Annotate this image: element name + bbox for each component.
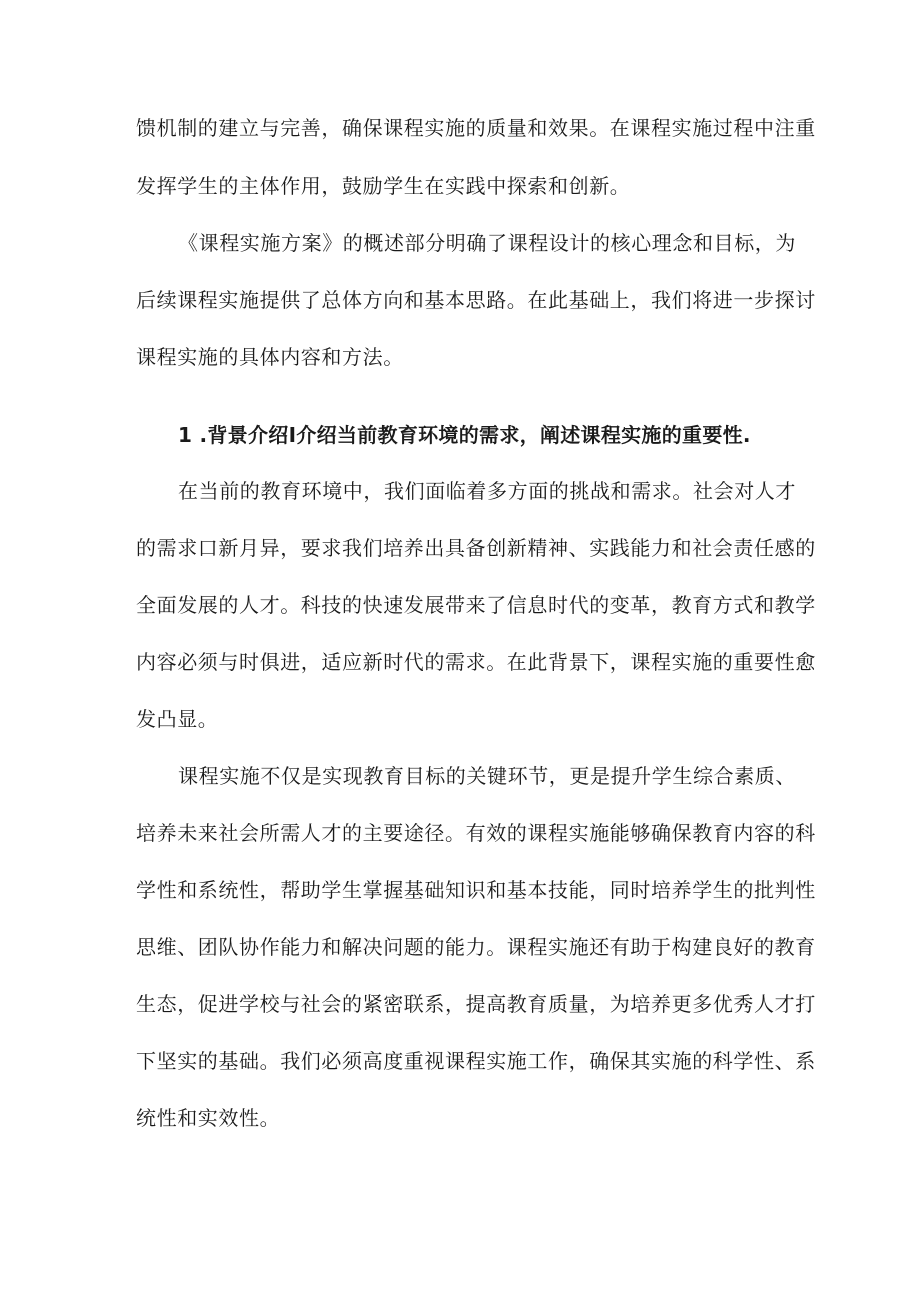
paragraph-line: 在当前的教育环境中，我们面临着多方面的挑战和需求。社会对人才 xyxy=(178,479,796,503)
paragraph-line: 《课程实施方案》的概述部分明确了课程设计的核心理念和目标，为 xyxy=(178,231,796,255)
paragraph-line: 的需求口新月异，要求我们培养出具备创新精神、实践能力和社会责任感的 xyxy=(136,536,816,560)
paragraph-line: 发凸显。 xyxy=(136,707,219,731)
paragraph-line: 课程实施不仅是实现教育目标的关键环节，更是提升学生综合素质、 xyxy=(178,764,796,788)
paragraph-line: 培养未来社会所需人才的主要途径。有效的课程实施能够确保教育内容的科 xyxy=(136,821,816,845)
paragraph-line: 生态，促进学校与社会的紧密联系，提高教育质量，为培养更多优秀人才打 xyxy=(136,992,816,1016)
paragraph-line: 内容必须与时俱进，适应新时代的需求。在此背景下，课程实施的重要性愈 xyxy=(136,650,816,674)
paragraph-line: 后续课程实施提供了总体方向和基本思路。在此基础上，我们将进一步探讨 xyxy=(136,288,816,312)
paragraph-line: 全面发展的人才。科技的快速发展带来了信息时代的变革，教育方式和教学 xyxy=(136,593,816,617)
paragraph-line: 发挥学生的主体作用，鼓励学生在实践中探索和创新。 xyxy=(136,174,631,198)
paragraph-line: 课程实施的具体内容和方法。 xyxy=(136,345,404,369)
paragraph-line: 学性和系统性，帮助学生掌握基础知识和基本技能，同时培养学生的批判性 xyxy=(136,878,816,902)
paragraph-line: 思维、团队协作能力和解决问题的能力。课程实施还有助于构建良好的教育 xyxy=(136,935,816,959)
section-heading: 1 .背景介绍I介绍当前教育环境的需求，阐述课程实施的重要性. xyxy=(178,423,751,447)
paragraph-line: 统性和实效性。 xyxy=(136,1106,281,1130)
paragraph-line: 馈机制的建立与完善，确保课程实施的质量和效果。在课程实施过程中注重 xyxy=(136,116,816,140)
paragraph-line: 下坚实的基础。我们必须高度重视课程实施工作，确保其实施的科学性、系 xyxy=(136,1049,816,1073)
